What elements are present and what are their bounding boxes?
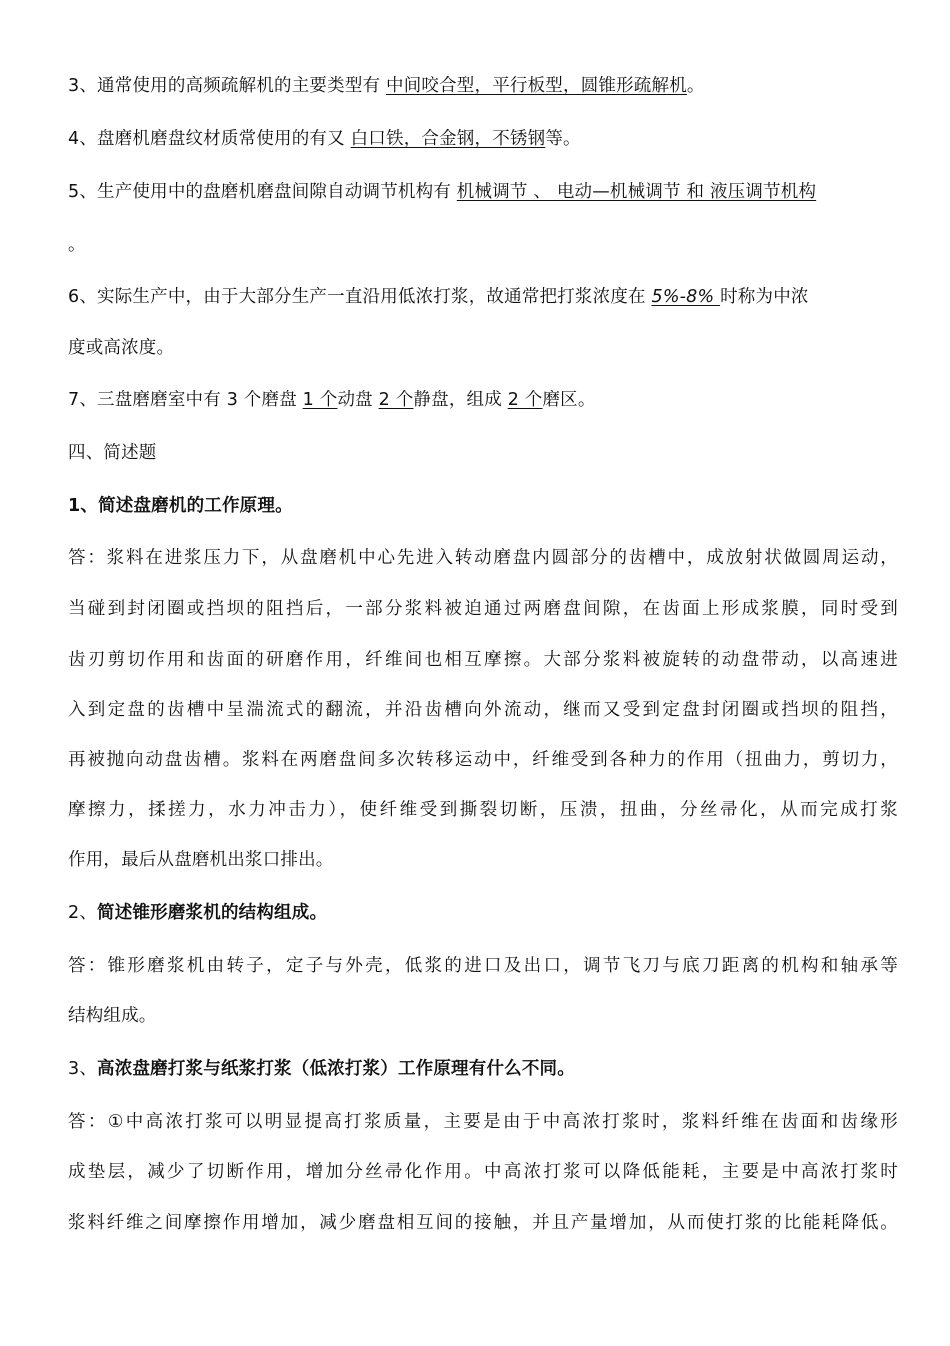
- question-text: 5、生产使用中的盘磨机磨盘间隙自动调节机构有: [68, 182, 457, 202]
- answer-line: 入到定盘的齿槽中呈湍流式的翻流，并沿齿槽向外流动，继而又受到定盘封闭圈或挡坝的阻挡，: [68, 700, 898, 720]
- answer-line: 答：浆料在进浆压力下，从盘磨机中心先进入转动磨盘内圆部分的齿槽中，成放射状做圆周运动，: [68, 548, 898, 568]
- question-text: 3、通常使用的高频疏解机的主要类型有: [68, 76, 386, 96]
- question-text: 度或高浓度。: [68, 338, 175, 358]
- short-answer-question-1: 1、简述盘磨机的工作原理。: [68, 496, 293, 516]
- short-answer-question-3: [68, 1057, 898, 1081]
- question-text: 7、三盘磨磨室中有 3 个磨盘: [68, 390, 303, 410]
- fill-question-5-end: [68, 233, 898, 257]
- fill-question-3: [68, 74, 898, 98]
- answer-line: 浆料纤维之间摩擦作用增加，减少磨盘相互间的接触，并且产量增加，从而使打浆的比能耗降低。: [68, 1213, 898, 1233]
- question-text: 时称为中浓: [720, 287, 809, 307]
- question-text: 等。: [545, 129, 581, 149]
- answer-text: 白口铁，合金钢，不锈钢: [350, 129, 546, 149]
- fill-question-4: [68, 127, 898, 151]
- answer-text: 中间咬合型，平行板型，圆锥形疏解机: [386, 76, 687, 96]
- short-answer-question-2: [68, 901, 898, 925]
- question-text: 高浓盘磨打浆与纸浆打浆（低浓打浆）工作原理有什么不同。: [97, 1059, 575, 1079]
- question-text: 。: [68, 235, 86, 255]
- answer-line: 成垫层，减少了切断作用，增加分丝帚化作用。中高浓打浆可以降低能耗，主要是中高浓打浆时: [68, 1162, 898, 1182]
- fill-question-6: [68, 285, 898, 309]
- question-text: 4、盘磨机磨盘纹材质常使用的有又: [68, 129, 351, 149]
- fill-question-5: [68, 180, 898, 204]
- question-number: 3、: [68, 1059, 98, 1079]
- answer-line: 结构组成。: [68, 1006, 157, 1026]
- fill-question-6-line2: [68, 336, 898, 360]
- answer-line: 当碰到封闭圈或挡坝的阻挡后，一部分浆料被迫通过两磨盘间隙，在齿面上形成浆膜，同时受到: [68, 599, 898, 619]
- question-text: 简述锥形磨浆机的结构组成。: [97, 903, 328, 923]
- question-text: 6、实际生产中，由于大部分生产一直沿用低浓打浆，故通常把打浆浓度在: [68, 287, 652, 307]
- question-text: 静盘，组成: [413, 390, 508, 410]
- question-text: 。: [686, 76, 705, 96]
- answer-text: 机械调节 、 电动—机械调节 和 液压调节机构: [456, 182, 817, 202]
- answer-line: 摩擦力，揉搓力，水力冲击力），使纤维受到撕裂切断，压溃，扭曲，分丝帚化，从而完成打浆: [68, 800, 898, 820]
- answer-line: 齿刃剪切作用和齿面的研磨作用，纤维间也相互摩擦。大部分浆料被旋转的动盘带动，以高速进: [68, 650, 898, 670]
- answer-text: 5%-8%: [651, 287, 721, 307]
- answer-text: 1 个: [302, 390, 338, 410]
- answer-text: 2 个: [378, 390, 414, 410]
- fill-question-7: [68, 388, 898, 412]
- answer-line: 答：①中高浓打浆可以明显提高打浆质量，主要是由于中高浓打浆时，浆料纤维在齿面和齿缘形: [68, 1112, 898, 1132]
- question-text: 磨区。: [542, 390, 596, 410]
- answer-line: 答：锥形磨浆机由转子，定子与外壳，低浆的进口及出口，调节飞刀与底刀距离的机构和轴承等: [68, 956, 898, 976]
- question-text: 动盘: [337, 390, 379, 410]
- answer-text: 2 个: [507, 390, 543, 410]
- question-number: 2、: [68, 903, 98, 923]
- answer-line: 作用，最后从盘磨机出浆口排出。: [68, 850, 334, 870]
- section-heading: 四、简述题: [68, 443, 157, 463]
- answer-line: 再被抛向动盘齿槽。浆料在两磨盘间多次转移运动中，纤维受到各种力的作用（扭曲力，剪切力，: [68, 750, 898, 770]
